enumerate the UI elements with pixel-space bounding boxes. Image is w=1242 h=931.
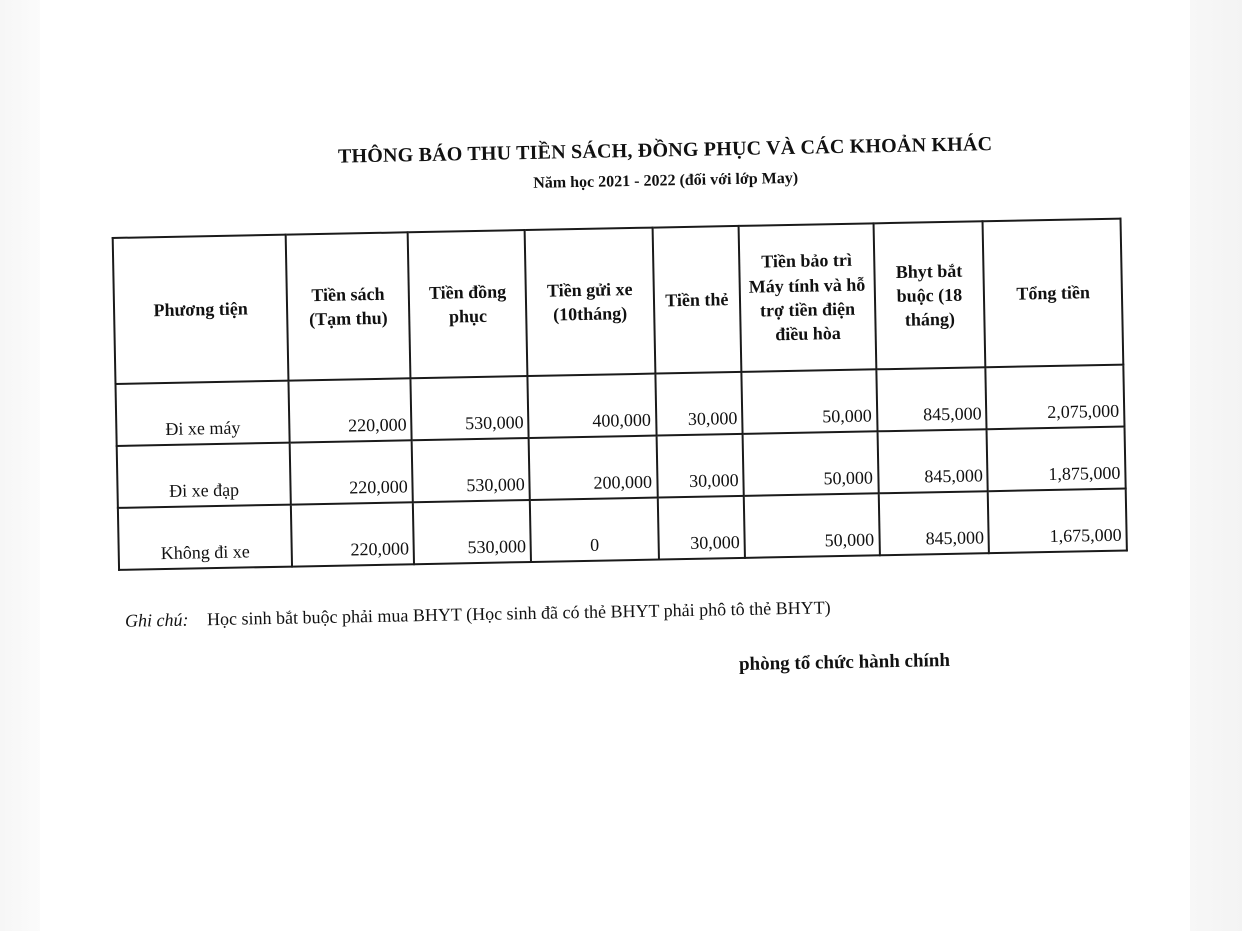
- cell-maintenance: 50,000: [742, 369, 878, 434]
- header-total: Tổng tiền: [983, 219, 1123, 368]
- cell-vehicle: Đi xe đạp: [117, 443, 291, 508]
- cell-books: 220,000: [291, 502, 414, 566]
- cell-uniform: 530,000: [412, 438, 530, 502]
- signature: phòng tổ chức hành chính: [738, 649, 951, 676]
- document-subtitle: Năm học 2021 - 2022 (đối với lớp May): [533, 169, 799, 192]
- cell-insurance: 845,000: [877, 429, 988, 493]
- header-maintenance: Tiền bảo trì Máy tính và hỗ trợ tiền điện điều hòa: [739, 223, 876, 372]
- cell-parking: 0: [530, 498, 658, 562]
- cell-card: 30,000: [655, 372, 743, 436]
- header-parking: Tiền gửi xe (10tháng): [525, 228, 655, 376]
- table-header-row: [113, 219, 1124, 384]
- header-insurance: Bhyt bắt buộc (18 tháng): [873, 221, 986, 369]
- header-vehicle: Phương tiện: [113, 235, 289, 384]
- cell-insurance: 845,000: [876, 367, 987, 431]
- document-title: THÔNG BÁO THU TIỀN SÁCH, ĐỒNG PHỤC VÀ CÁC KHOẢN KHÁC: [337, 133, 993, 168]
- fee-table: [112, 218, 1128, 571]
- cell-card: 30,000: [656, 434, 744, 498]
- cell-card: 30,000: [657, 496, 745, 560]
- cell-total: 1,675,000: [988, 489, 1127, 554]
- cell-total: 1,875,000: [987, 427, 1126, 492]
- cell-uniform: 530,000: [413, 500, 531, 564]
- cell-uniform: 530,000: [411, 376, 529, 440]
- header-books: Tiền sách (Tạm thu): [286, 232, 411, 380]
- note-label: Ghi chú:: [124, 609, 189, 631]
- cell-insurance: 845,000: [878, 491, 989, 555]
- cell-maintenance: 50,000: [744, 493, 880, 558]
- document: [110, 130, 1150, 688]
- cell-parking: 400,000: [528, 374, 656, 438]
- cell-total: 2,075,000: [986, 365, 1125, 430]
- cell-maintenance: 50,000: [743, 431, 879, 496]
- cell-vehicle: Không đi xe: [118, 505, 292, 570]
- header-uniform: Tiền đồng phục: [408, 230, 528, 378]
- note-text: Học sinh bắt buộc phải mua BHYT (Học sinh đã có thẻ BHYT phải phô tô thẻ BHYT): [206, 597, 831, 630]
- cell-parking: 200,000: [529, 436, 657, 500]
- note: [119, 591, 1149, 632]
- header-card: Tiền thẻ: [652, 226, 741, 374]
- cell-books: 220,000: [289, 378, 412, 442]
- cell-vehicle: Đi xe máy: [115, 381, 289, 446]
- cell-books: 220,000: [290, 440, 413, 504]
